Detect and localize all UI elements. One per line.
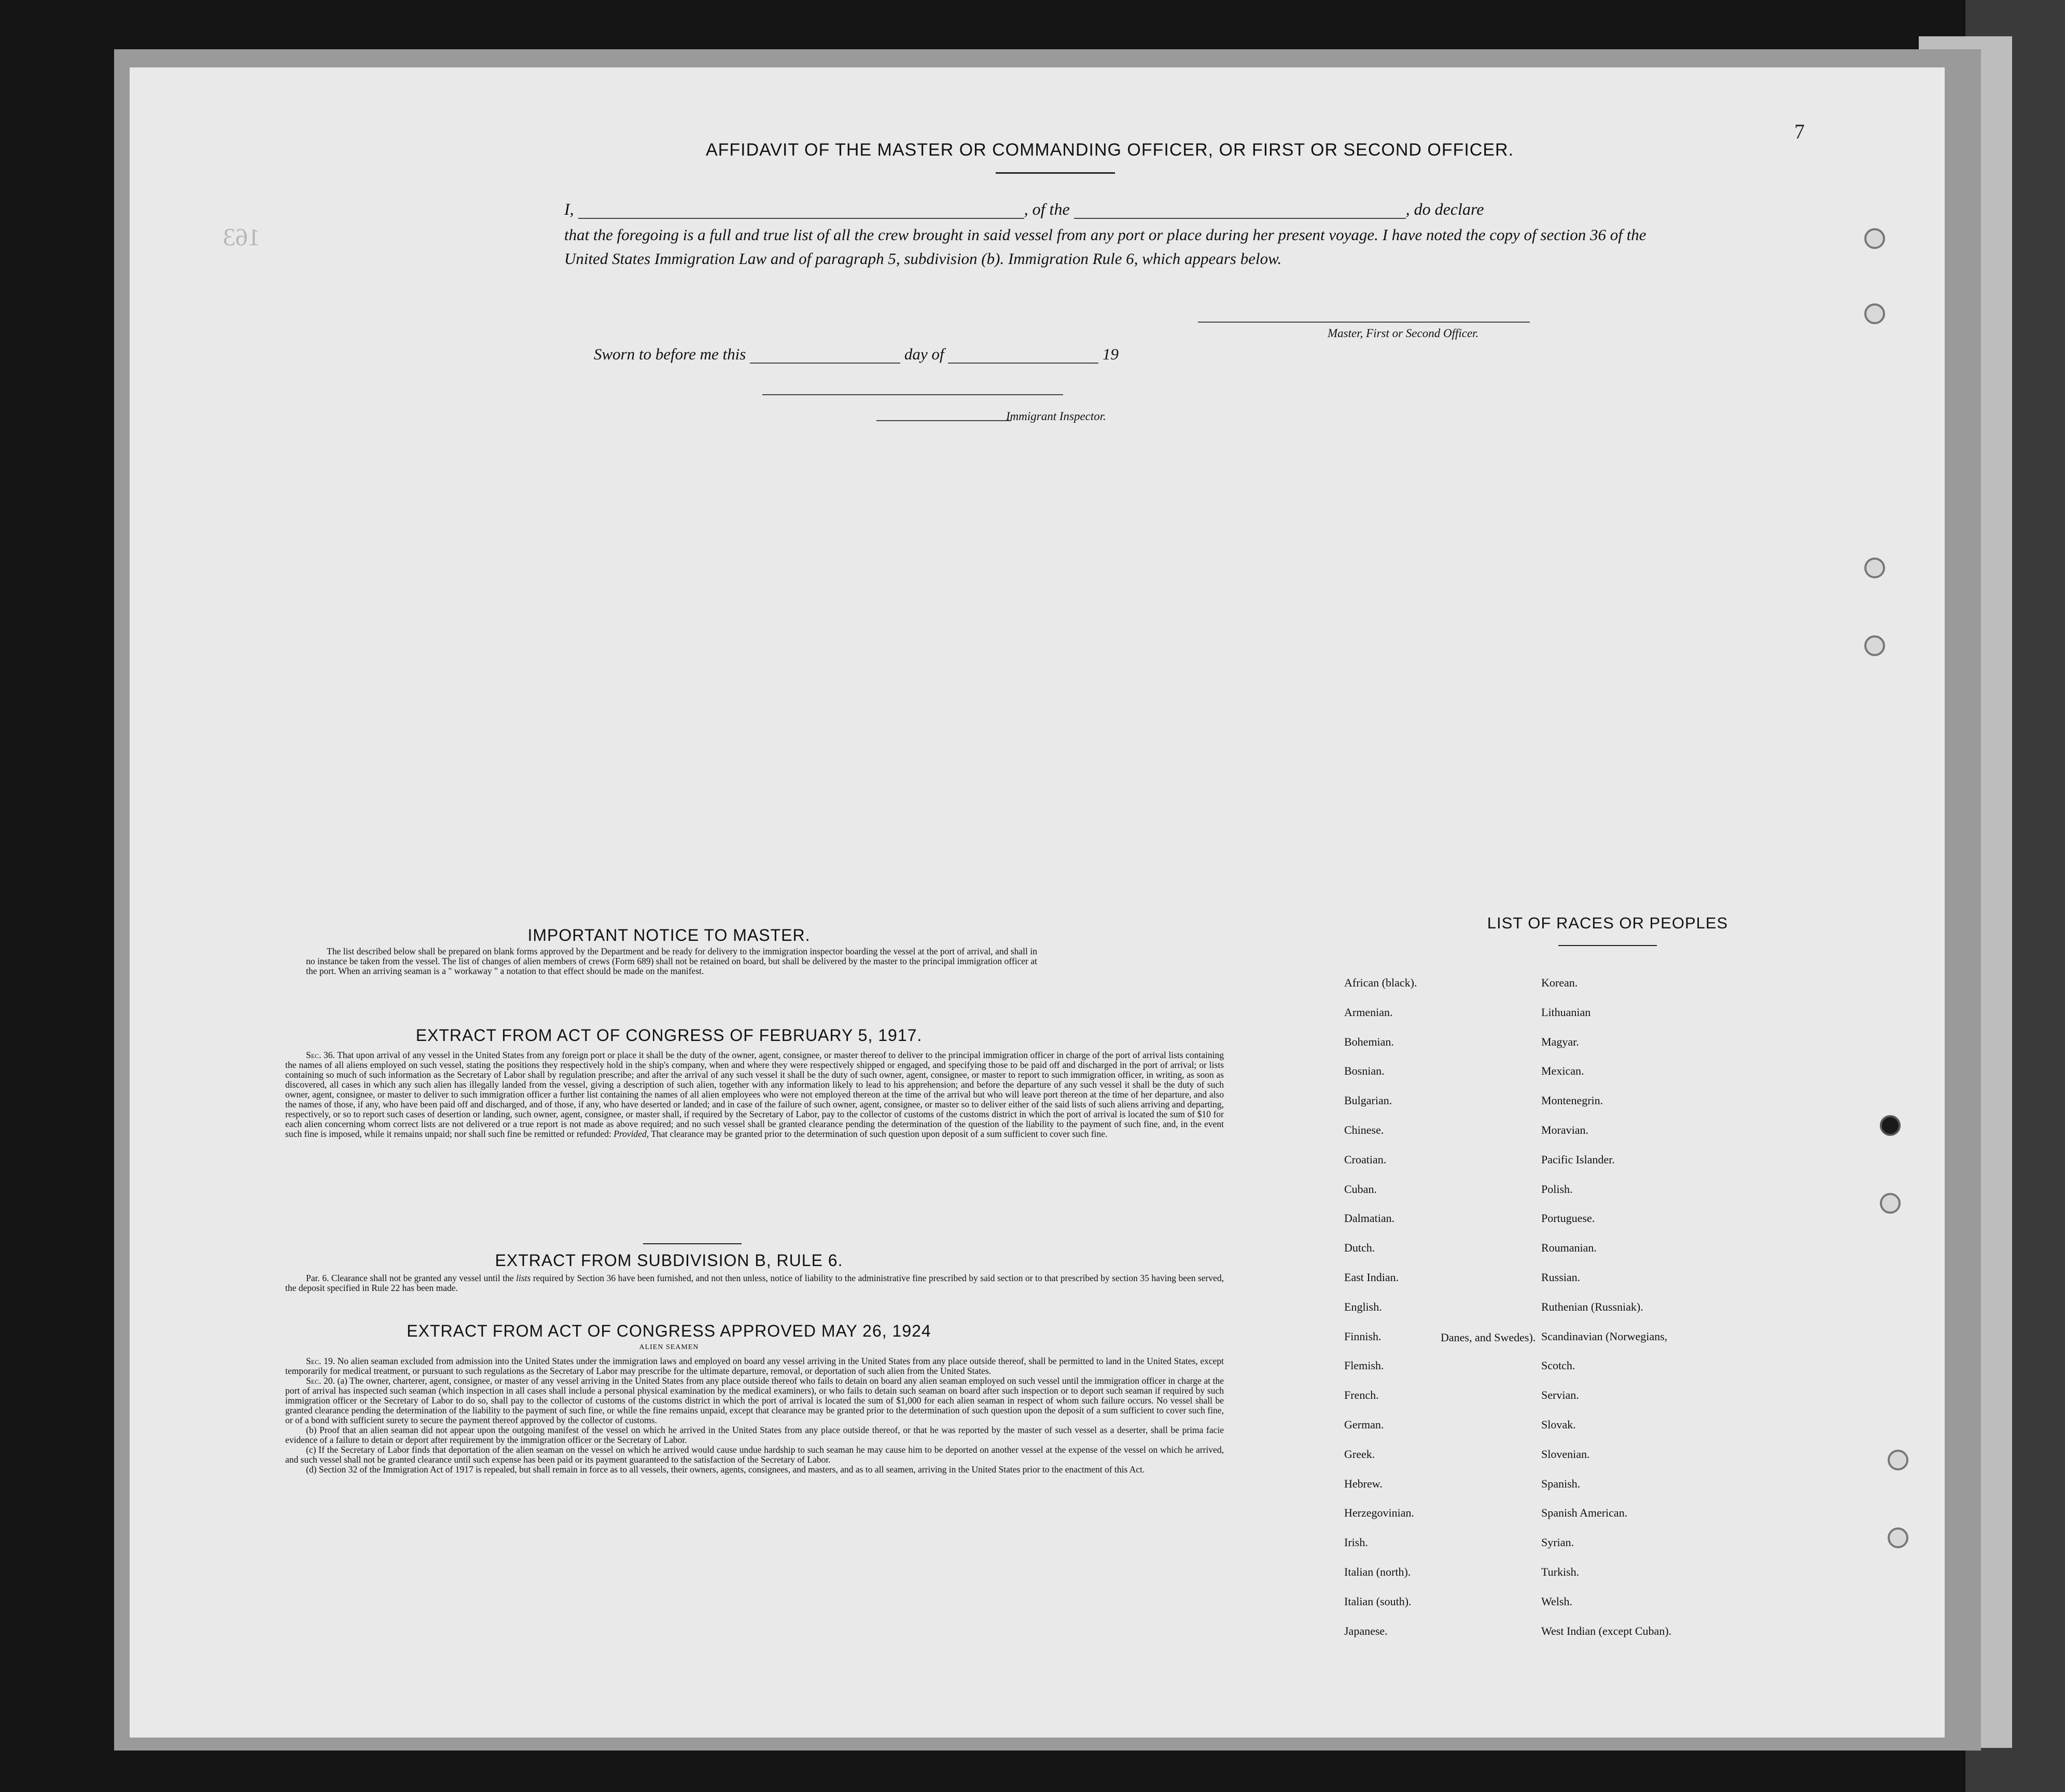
race-item: Croatian. xyxy=(1344,1153,1387,1166)
race-item: Welsh. xyxy=(1541,1595,1572,1608)
inspector-name-line[interactable] xyxy=(876,420,1011,421)
sworn-line xyxy=(594,345,1294,364)
sworn-label: Sworn to before me this xyxy=(594,345,746,363)
year-label: 19 xyxy=(1102,345,1119,363)
of-the-label: , of the xyxy=(1024,200,1070,218)
section-19-text: No alien seaman excluded from admission into the United States under the immigration laws and employed on board any vessel arriving in the United States from any place outside thereof, shall be permitted to land in the United States, except temporarily for medical treatment, or pursuant to such regulations as the Secretary of Labor may prescribe for the ultimate departure, removal, or deportation of such alien from the United States. xyxy=(285,1356,1224,1376)
race-item: Irish. xyxy=(1344,1536,1368,1549)
binder-hole xyxy=(1864,558,1885,578)
sworn-day-blank[interactable] xyxy=(750,349,900,364)
section-20c-paragraph: (c) If the Secretary of Labor finds that deportation of the alien seaman on the vessel on which he arrived would cause undue hardship to such seaman he may cause him to be deported on another vessel at the expense of the vessel on which he arrived, and such vessel shall not be granted clearance until such expense has been paid or its payment guaranteed to the satisfaction of the Secretary of Labor. xyxy=(285,1444,1224,1465)
act-1924-text xyxy=(285,1356,1224,1475)
race-item: Spanish American. xyxy=(1541,1506,1628,1519)
rule-6-text xyxy=(285,1273,1224,1293)
race-item: Cuban. xyxy=(1344,1183,1377,1196)
notice-paragraph: The list described below shall be prepared on blank forms approved by the Department and be ready for delivery to the immigration inspector boarding the vessel at the port of arrival, and shall in no instance be taken from the vessel. The list of changes of alien members of crews (Form 689) shall not be retained on board, but shall be delivered by the master to the principal immigration officer at the port. When an arriving seaman is a " workaway " a notation to that effect should be made on the manifest. xyxy=(306,946,1037,976)
race-item: East Indian. xyxy=(1344,1271,1399,1284)
corner-mark: 7 xyxy=(1794,120,1805,143)
binder-hole xyxy=(1864,635,1885,656)
title-rule xyxy=(996,172,1115,174)
race-item: Polish. xyxy=(1541,1183,1573,1196)
race-item: Ruthenian (Russniak). xyxy=(1541,1300,1643,1313)
race-item: African (black). xyxy=(1344,976,1417,989)
section-20-label: Sec. 20. xyxy=(306,1376,335,1386)
race-item: French. xyxy=(1344,1388,1379,1401)
race-item: Bosnian. xyxy=(1344,1064,1385,1077)
race-item: Korean. xyxy=(1541,976,1578,989)
inspector-signature-line[interactable] xyxy=(762,394,1063,395)
notice-title: IMPORTANT NOTICE TO MASTER. xyxy=(527,926,811,944)
affidavit-declaration-line xyxy=(564,200,1664,219)
par-6-text-a: Par. 6. Clearance shall not be granted any vessel until the xyxy=(306,1273,514,1283)
race-item: Lithuanian xyxy=(1541,1006,1591,1019)
act-1917-text xyxy=(285,1050,1224,1139)
inspector-caption: Immigrant Inspector. xyxy=(1006,410,1106,423)
race-item: Italian (south). xyxy=(1344,1595,1412,1608)
race-item: Italian (north). xyxy=(1344,1565,1411,1578)
rule-6-title: EXTRACT FROM SUBDIVISION B, RULE 6. xyxy=(495,1251,843,1270)
race-item: Pacific Islander. xyxy=(1541,1153,1615,1166)
race-item: Armenian. xyxy=(1344,1006,1393,1019)
binder-hole xyxy=(1888,1527,1908,1548)
master-signature-line[interactable] xyxy=(1198,322,1530,323)
section-36-text: That upon arrival of any vessel in the United States from any foreign port or place it shall be the duty of the owner, agent, consignee, or master thereof to deliver to the principal immigration officer in charge of the port of arrival lists containing the names of all aliens employed on such vessel, stating the positions they respectively hold in the ship's company, when and where they were respectively shipped or engaged, and specifying those to be paid off and discharged in the port of arrival; or lists containing so much of such information as the Secretary of Labor shall by regulation prescribe; and after the arrival of any such vessel it shall be the duty of such owner, agent, consignee, or master to report to such immigration officer, in writing, as soon as discovered, all cases in which any such alien has illegally landed from the vessel, giving a description of such alien, together with any information likely to lead to his apprehension; and before the departure of any such vessel it shall be the duty of such owner, agent, consignee, or master to deliver to such immigration officer a further list containing the names of all alien employees who were not employed thereon at the time of the arrival but who will leave port thereon at the time of her departure, and also the names of those, if any, who have been paid off and discharged, and of those, if any, who have deserted or landed; and in case of the failure of such owner, agent, consignee, or master so to deliver either of the said lists of such aliens arriving and departing, respectively, or so to report such cases of desertion or landing, such owner, agent, consignee, or master shall, if required by the Secretary of Labor, pay to the collector of customs of the customs district in which the port of arrival is located the sum of $10 for each alien concerning whom correct lists are not delivered or a true report is not made as above required; and no such vessel shall be granted clearance pending the determination of the question of the liability to the payment of such fine, and, in the event such fine is imposed, while it remains unpaid; nor shall such fine be remitted or refunded: xyxy=(285,1050,1224,1139)
race-item: Bohemian. xyxy=(1344,1035,1394,1048)
race-item: Turkish. xyxy=(1541,1565,1580,1578)
do-declare-label: , do declare xyxy=(1405,200,1484,218)
race-item-continuation: Danes, and Swedes). xyxy=(1441,1331,1536,1344)
act-1917-title: EXTRACT FROM ACT OF CONGRESS OF FEBRUARY 5, 1917. xyxy=(415,1026,923,1045)
par-6-text-b: required by Section 36 have been furnished, and not then unless, notice of liability to the administrative fine prescribed by said section or to that prescribed by section 35 having been served, the deposit specified in Rule 22 has been made. xyxy=(285,1273,1224,1293)
race-item: English. xyxy=(1344,1300,1382,1313)
alien-seamen-subtitle: ALIEN SEAMEN xyxy=(639,1343,699,1351)
race-item: Russian. xyxy=(1541,1271,1581,1284)
race-item: Montenegrin. xyxy=(1541,1094,1603,1107)
vessel-name-blank[interactable] xyxy=(1074,204,1406,219)
section-20b-paragraph: (b) Proof that an alien seaman did not appear upon the outgoing manifest of the vessel on which he arrived in the United States from any place outside thereof, or that he was reported by the master of such vessel as a deserter, shall be prima facie evidence of a failure to detain or deport after requirement by the immigration officer or the Secretary of Labor. xyxy=(285,1425,1224,1445)
i-label: I, xyxy=(564,200,574,218)
race-item: German. xyxy=(1344,1418,1384,1431)
race-item: Flemish. xyxy=(1344,1359,1384,1372)
race-item: Finnish. xyxy=(1344,1330,1382,1343)
section-20a-paragraph xyxy=(285,1376,1224,1425)
section-36-text-end: That clearance may be granted prior to the determination of such question upon deposit of a sum sufficient to cover such fine. xyxy=(651,1129,1108,1139)
races-title-rule xyxy=(1558,945,1657,946)
race-item: Syrian. xyxy=(1541,1536,1574,1549)
sworn-month-blank[interactable] xyxy=(948,349,1098,364)
section-36-label: Sec. 36. xyxy=(306,1050,335,1060)
affidavit-title: AFFIDAVIT OF THE MASTER OR COMMANDING OFFICER, OR FIRST OR SECOND OFFICER. xyxy=(705,140,1514,160)
race-item: Roumanian. xyxy=(1541,1241,1597,1254)
master-caption: Master, First or Second Officer. xyxy=(1328,327,1479,340)
race-item: Servian. xyxy=(1541,1388,1579,1401)
race-item: Hebrew. xyxy=(1344,1477,1383,1490)
race-item: Dutch. xyxy=(1344,1241,1375,1254)
race-item: West Indian (except Cuban). xyxy=(1541,1624,1672,1637)
race-item: Spanish. xyxy=(1541,1477,1581,1490)
affidavit-body: that the foregoing is a full and true list of all the crew brought in said vessel from any port or place during her present voyage. I have noted the copy of section 36 of the United States Immigration Law and of paragraph 5, subdivision (b). Immigration Rule 6, which appears below. xyxy=(564,226,1647,268)
officer-name-blank[interactable] xyxy=(578,204,1024,219)
races-title: LIST OF RACES OR PEOPLES xyxy=(1487,914,1728,932)
provided-word: Provided, xyxy=(613,1129,649,1139)
lists-word: lists xyxy=(516,1273,531,1283)
binder-hole xyxy=(1880,1193,1901,1214)
race-item: Herzegovinian. xyxy=(1344,1506,1414,1519)
race-item: Portuguese. xyxy=(1541,1212,1595,1225)
act-1924-title: EXTRACT FROM ACT OF CONGRESS APPROVED MAY 26, 1924 xyxy=(407,1322,931,1340)
race-item: Slovak. xyxy=(1541,1418,1576,1431)
race-item: Dalmatian. xyxy=(1344,1212,1395,1225)
section-19-paragraph xyxy=(285,1356,1224,1376)
race-item: Moravian. xyxy=(1541,1123,1589,1136)
binder-hole xyxy=(1880,1115,1901,1136)
race-item: Slovenian. xyxy=(1541,1448,1590,1461)
binder-hole xyxy=(1864,303,1885,324)
notice-text xyxy=(306,947,1037,976)
binder-hole xyxy=(1864,228,1885,249)
day-of-label: day of xyxy=(904,345,944,363)
section-20d-paragraph: (d) Section 32 of the Immigration Act of 1917 is repealed, but shall remain in force as to all vessels, their owners, agents, consignees, and masters, and as to all seamen, arriving in the United States prior to the enactment of this Act. xyxy=(306,1464,1145,1475)
race-item: Scotch. xyxy=(1541,1359,1575,1372)
race-item: Greek. xyxy=(1344,1448,1375,1461)
race-item: Magyar. xyxy=(1541,1035,1579,1048)
race-item: Mexican. xyxy=(1541,1064,1584,1077)
race-item: Chinese. xyxy=(1344,1123,1384,1136)
section-36-paragraph xyxy=(285,1050,1224,1139)
race-item: Japanese. xyxy=(1344,1624,1388,1637)
section-rule xyxy=(643,1243,742,1244)
par-6-paragraph xyxy=(285,1273,1224,1293)
race-item: Bulgarian. xyxy=(1344,1094,1392,1107)
race-item: Scandinavian (Norwegians, xyxy=(1541,1330,1668,1343)
binder-hole xyxy=(1888,1450,1908,1470)
bleed-through-stamp: 163 xyxy=(223,224,260,251)
document-page xyxy=(130,67,1945,1738)
section-19-label: Sec. 19. xyxy=(306,1356,335,1366)
section-20a-text: (a) The owner, charterer, agent, consignee, or master of any vessel arriving in the United States from any place outside thereof who fails to detain on board any alien seaman employed on such vessel until the immigration officer in charge at the port of arrival has inspected such seaman (which inspection in all cases shall include a personal physical examination by the medical examiners), or who fails to detain such seaman on board after such inspection or to deport such seaman if required by such immigration officer or the Secretary of Labor to do so, shall pay to the collector of customs of the customs district in which the port of arrival is located the sum of $1,000 for each alien seaman in respect of whom such failure occurs. No vessel shall be granted clearance pending the determination of the liability to the payment of such fine, or while the fine remains unpaid, except that clearance may be granted prior to the determination of such question upon the deposit of a sum sufficient to cover such fine, or of a bond with sufficient surety to secure the payment thereof approved by the collector of customs. xyxy=(285,1376,1224,1425)
